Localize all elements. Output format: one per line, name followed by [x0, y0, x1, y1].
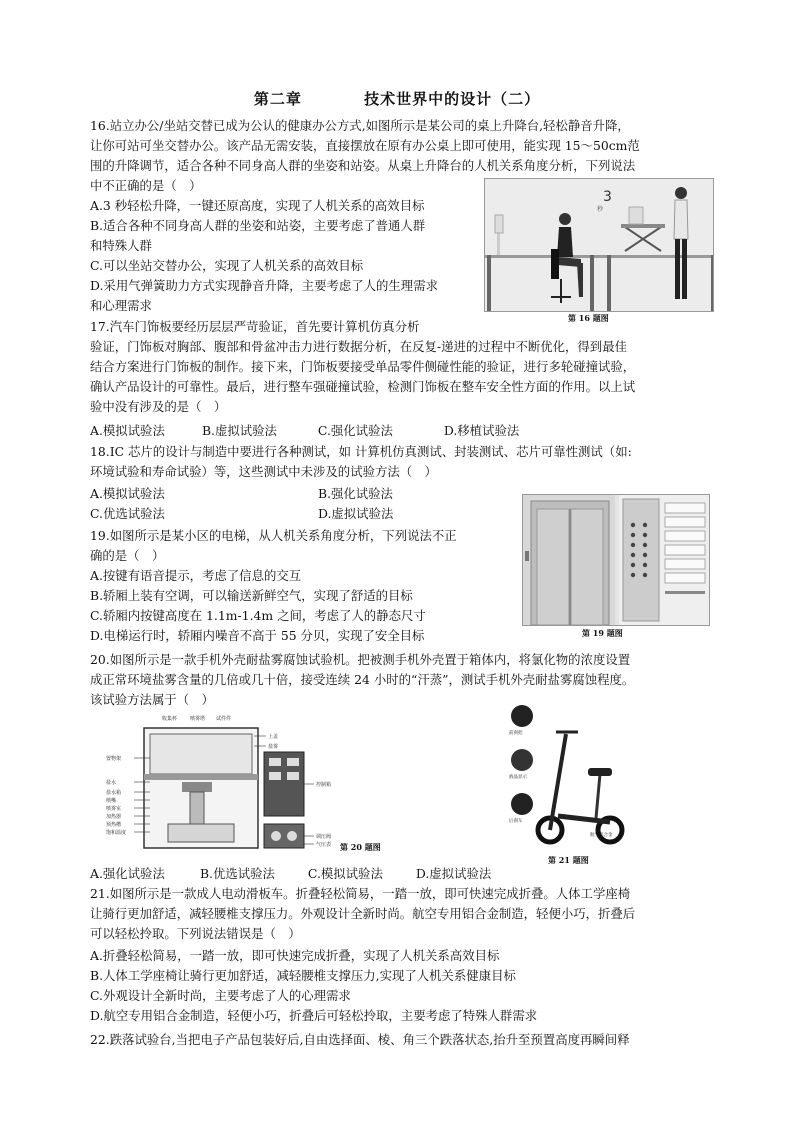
q20-label-top: 收集杯 — [162, 716, 178, 722]
q18-options — [90, 484, 393, 524]
electric-scooter-illustration — [506, 704, 630, 852]
q20-options — [90, 864, 491, 884]
q17-option-b: B.虚拟试验法 — [201, 423, 277, 438]
q20-label-right: 气压表 — [316, 842, 332, 848]
q18-option-b: B.强化试验法 — [317, 486, 393, 501]
q21-option-b: B.人体工学座椅让骑行更加舒适，减轻腰椎支撑压力,实现了人机关系健康目标 — [90, 968, 516, 983]
q20-label-right: 上盖 — [268, 734, 279, 740]
q20-option-a: A.强化试验法 — [90, 866, 165, 881]
q17-stem-line: 17.汽车门饰板要经历层层严苛验证，首先要计算机仿真分析 — [90, 319, 420, 334]
q19-option-d: D.电梯运行时，轿厢内噪音不高于 55 分贝，实现了安全目标 — [90, 628, 425, 643]
q16-option-d: D.采用气弹簧助力方式实现静音升降，主要考虑了人的生理需求 — [90, 278, 438, 293]
q18-stem — [90, 442, 706, 482]
q17-stem-line: 确认产品设计的可靠性。最后，进行整车强碰撞试验，检测门饰板在整车安全性方面的作用。以上试 — [90, 379, 636, 394]
q21-stem-line: 让骑行更加舒适，减轻腰椎支撑压力。外观设计全新时尚。航空专用铝合金制造，轻便小巧，折叠后 — [90, 906, 636, 921]
q19-options — [90, 566, 426, 646]
q20-label-left: 预热槽 — [106, 822, 122, 828]
q20-label-left: 饱和温度 — [106, 830, 127, 836]
q20-label-top: 试件件 — [216, 716, 232, 722]
q21-option-d: D.航空专用铝合金制造，轻便小巧，折叠后可轻松拎取，主要考虑了特殊人群需求 — [90, 1008, 538, 1023]
q21-figure-caption: 第 21 题图 — [548, 855, 589, 865]
q17-stem — [90, 317, 706, 417]
q19-option-a: A.按键有语音提示，考虑了信息的交互 — [90, 568, 302, 583]
q21-label: 后刹车 — [509, 819, 523, 824]
q22-stem-line: 22.跌落试验台,当把电子产品包装好后,自由选择面、棱、角三个跌落状态,抬升至预置高度再瞬间释 — [90, 1032, 630, 1047]
q22-stem — [90, 1030, 706, 1050]
q19-figure-caption: 第 19 题图 — [582, 628, 623, 638]
q17-options — [90, 421, 519, 441]
q16-option-c: C.可以坐站交替办公，实现了人机关系的高效目标 — [90, 258, 364, 273]
q19-option-b: B.轿厢上装有空调，可以输送新鲜空气，实现了舒适的目标 — [90, 588, 413, 603]
q21-options — [90, 946, 537, 1026]
q21-option-a: A.折叠轻松简易，一踏一放，即可快速完成折叠，实现了人机关系高效目标 — [90, 948, 500, 963]
q17-stem-line: 验中没有涉及的是（ ） — [90, 399, 227, 414]
q17-stem-line: 结合方案进行门饰板的制作。接下来，门饰板要接受单品零件侧碰性能的验证，进行多轮碰撞试验， — [90, 359, 636, 374]
q18-stem-line: 环境试验和寿命试验）等，这些测试中未涉及的试验方法（ ） — [90, 464, 437, 479]
q19-figure — [522, 494, 710, 626]
q20-label-right: 调压阀 — [316, 834, 332, 840]
q16-stem-line: 16.站立办公/坐站交替已成为公认的健康办公方式,如图所示是某公司的桌上升降台,轻松静音升降， — [90, 118, 630, 133]
page-title — [0, 88, 794, 109]
q20-label-left: 喷雾室 — [106, 806, 122, 812]
q20-label-top: 喷雾塔 — [190, 716, 206, 722]
q18-stem-line: 18.IC 芯片的设计与制造中要进行各种测试，如 计算机仿真测试、封装测试、芯片可靠性测试（如: — [90, 444, 632, 459]
q21-label: 液晶显示 — [509, 775, 527, 780]
q18-option-d: D.虚拟试验法 — [317, 506, 394, 521]
q20-stem-line: 成正常环境盐雾含量的几倍或几十倍，接受连续 24 小时的“汗蒸”，测试手机外壳耐盐雾腐蚀程度。 — [90, 672, 635, 687]
q20-label-left: 喷嘴 — [106, 798, 117, 804]
q17-option-a: A.模拟试验法 — [90, 423, 165, 438]
chapter-title: 技术世界中的设计（二） — [364, 90, 541, 108]
q20-option-d: D.虚拟试验法 — [415, 866, 492, 881]
q16-figure-unit: 秒 — [597, 206, 604, 213]
q16-option-b: B.适合各种不同身高人群的坐姿和站姿，主要考虑了普通人群 — [90, 218, 426, 233]
q16-stem-line: 围的升降调节，适合各种不同身高人群的坐姿和站姿。从桌上升降台的人机关系角度分析，下列说法 — [90, 158, 636, 173]
q19-stem — [90, 526, 457, 566]
q20-label-left: 置物架 — [106, 756, 122, 762]
chapter-label: 第二章 — [253, 90, 302, 108]
q20-label-right: 控制箱 — [316, 782, 332, 788]
q16-figure-caption: 第 16 题图 — [568, 313, 609, 323]
elevator-illustration — [523, 495, 709, 625]
q16-option-b-cont: 和特殊人群 — [90, 238, 152, 253]
q21-stem-line: 可以轻松拎取。下列说法错误是（ ） — [90, 926, 301, 941]
q21-label: 航空铝合金 — [590, 833, 613, 838]
q16-option-a: A.3 秒轻松升降，一键还原高度，实现了人机关系的高效目标 — [90, 198, 425, 213]
q17-option-d: D.移植试验法 — [443, 423, 520, 438]
q16-options — [90, 196, 438, 316]
q16-figure — [484, 178, 714, 312]
q19-stem-line: 19.如图所示是某小区的电梯，从人机关系角度分析，下列说法不正 — [90, 528, 457, 543]
q20-figure — [104, 712, 338, 858]
q21-option-c: C.外观设计全新时尚，主要考虑了人的心理需求 — [90, 988, 351, 1003]
q16-stem-line: 中不正确的是（ ） — [90, 178, 202, 193]
q17-stem-line: 验证，门饰板对胸部、腹部和骨盆冲击力进行数据分析，在反复-递进的过程中不断优化，得到最佳 — [90, 339, 627, 354]
q20-label-right: 盐雾 — [268, 744, 279, 750]
q20-option-b: B.优选试验法 — [199, 866, 275, 881]
desk-lift-illustration — [485, 179, 713, 311]
q20-figure-caption: 第 20 题图 — [340, 842, 381, 852]
q20-label-left: 盐水箱 — [106, 790, 122, 796]
q20-stem — [90, 650, 706, 710]
q20-stem-line: 20.如图所示是一款手机外壳耐盐雾腐蚀试验机。把被测手机外壳置于箱体内，将氯化物的浓度设置 — [90, 652, 631, 667]
q21-stem — [90, 884, 706, 944]
q16-stem-line: 让你可站可坐交替办公。该产品无需安装，直接摆放在原有办公桌上即可使用，能实现 15～50cm范 — [90, 138, 640, 153]
q19-stem-line: 确的是（ ） — [90, 548, 165, 563]
q16-option-d-cont: 和心理需求 — [90, 298, 152, 313]
q19-option-c: C.轿厢内按键高度在 1.1m-1.4m 之间，考虑了人的静态尺寸 — [90, 608, 426, 623]
q20-label-left: 加热器 — [106, 814, 122, 820]
q21-figure — [506, 704, 630, 852]
q20-label-left: 盐水 — [106, 780, 117, 786]
q16-figure-number: 3 — [603, 189, 612, 205]
q20-stem-line: 该试验方法属于（ ） — [90, 692, 214, 707]
q18-option-a: A.模拟试验法 — [90, 486, 165, 501]
q18-option-c: C.优选试验法 — [90, 506, 165, 521]
q21-label: 前刹把 — [509, 731, 523, 736]
q21-stem-line: 21.如图所示是一款成人电动滑板车。折叠轻松简易，一踏一放，即可快速完成折叠。人体工学座椅 — [90, 886, 631, 901]
q20-option-c: C.模拟试验法 — [307, 866, 383, 881]
salt-spray-diagram — [104, 712, 338, 858]
q17-option-c: C.强化试验法 — [317, 423, 393, 438]
